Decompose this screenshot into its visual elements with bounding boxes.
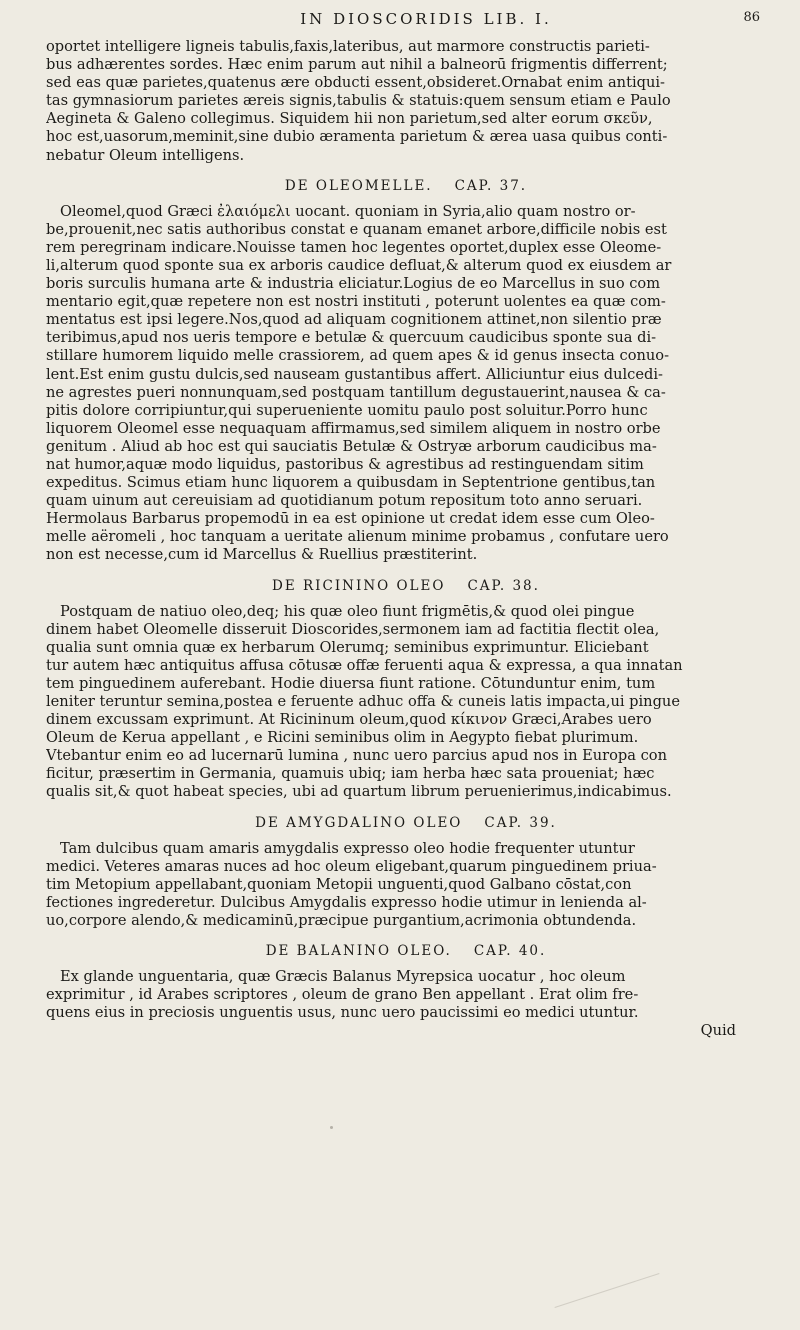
section-heading <box>46 178 766 194</box>
chapter-number: CAP. 39. <box>484 814 557 831</box>
text-line: teribimus,apud nos ueris tempore e betulæ & quercuum caudicibus sponte sua di- <box>46 329 657 347</box>
text-line: pitis dolore corripiuntur,qui superueniente uomitu paulo post soluitur.Porro hunc <box>46 401 648 419</box>
text-line: be,prouenit,nec satis authoribus constat e quanam emanet arbore,difficile nobis est <box>46 220 667 238</box>
text-line: mentatus est ipsi legere.Nos,quod ad aliquam cognitionem attinet,non silentio præ <box>46 311 662 329</box>
text-line: leniter teruntur semina,postea e feruente adhuc offa & cuneis latis impacta,ui pingue <box>46 693 680 710</box>
text-line: bus adhærentes sordes. Hæc enim parum aut nihil a balneorū frigmentis differrent; <box>46 56 668 74</box>
text-line: dinem excussam exprimunt. At Ricininum oleum,quod κίκινον Græci,Arabes uero <box>46 711 652 729</box>
text-line: Postquam de natiuo oleo,deq; his quæ oleo fiunt frigmētis,& quod olei pingue <box>60 602 635 620</box>
text-line: liquorem Oleomel esse nequaquam affirmamus,sed similem aliquem in nostro orbe <box>46 419 661 437</box>
page-number: 86 <box>743 10 760 25</box>
text-line: qualia sunt omnia quæ ex herbarum Olerumq; seminibus exprimuntur. Eliciebant <box>46 638 649 656</box>
text-line: oportet intelligere ligneis tabulis,faxis,lateribus, aut marmore constructis parieti- <box>46 38 650 55</box>
text-line: Oleomel,quod Græci ἐλαιόμελι uocant. quoniam in Syria,alio quam nostro or- <box>60 202 636 220</box>
text-line: exprimitur , id Arabes scriptores , oleum de grano Ben appellant . Erat olim fre- <box>46 986 639 1004</box>
text-line: tim Metopium appellabant,quoniam Metopii unguenti,quod Galbano cōstat,con <box>46 875 632 893</box>
text-line: expeditus. Scimus etiam hunc liquorem a quibusdam in Septentrione gentibus,tan <box>46 474 656 492</box>
scan-speck <box>330 1126 333 1129</box>
text-line: tur autem hæc antiquitus affusa cōtusæ offæ feruenti aqua & expressa, a qua innatan <box>46 656 683 674</box>
text-line: Aegineta & Galeno collegimus. Siquidem hii non parietum,sed alter eorum σκεῦν, <box>46 110 653 128</box>
running-head-title: IN DIOSCORIDIS LIB. I. <box>300 10 552 28</box>
section-body <box>46 968 766 1022</box>
text-line: non est necesse,cum id Marcellus & Ruellius præstiterint. <box>46 546 478 564</box>
text-line: tem pinguedinem auferebant. Hodie diuersa fiunt ratione. Cōtunduntur enim, tum <box>46 674 656 692</box>
text-line: Hermolaus Barbarus propemodū in ea est opinione ut credat idem esse cum Oleo- <box>46 510 655 528</box>
text-line: lent.Est enim gustu dulcis,sed nauseam gustantibus affert. Alliciuntur eius dulcedi- <box>46 365 663 383</box>
catchword: Quid <box>700 1022 736 1040</box>
text-line: quens eius in preciosis unguentis usus, nunc uero paucissimi eo medici utuntur. <box>46 1004 639 1022</box>
section-body <box>46 603 766 802</box>
text-line: genitum . Aliud ab hoc est qui sauciatis Betulæ & Ostryæ arborum caudicibus ma- <box>46 437 657 455</box>
text-line: ne agrestes pueri nonnunquam,sed postquam tantillum degustauerint,nausea & ca- <box>46 383 666 401</box>
text-line: quam uinum aut cereuisiam ad quotidianum potum repositum toto anno seruari. <box>46 492 643 510</box>
intro-paragraph <box>46 38 766 165</box>
section-heading <box>46 943 766 959</box>
text-line: boris surculis humana arte & industria eliciatur.Logius de eo Marcellus in suo com <box>46 275 661 293</box>
chapter-number: CAP. 40. <box>473 943 547 960</box>
text-line: uo,corpore alendo,& medicaminū,præcipue purgantium,acrimonia obtundenda. <box>46 911 637 929</box>
text-line: dinem habet Oleomelle disseruit Dioscorides,sermonem iam ad factitia flectit olea, <box>46 620 660 638</box>
text-line: qualis sit,& quot habeat species, ubi ad quartum librum peruenierimus,indicabimus. <box>46 783 672 801</box>
text-line: hoc est,uasorum,meminit,sine dubio æramenta parietum & ærea uasa quibus conti- <box>46 128 668 146</box>
section-heading <box>46 578 766 594</box>
section-body <box>46 203 766 565</box>
text-line: tas gymnasiorum parietes æreis signis,tabulis & statuis:quem sensum etiam e Paulo <box>46 92 671 110</box>
chapter-number: CAP. 37. <box>454 177 528 194</box>
section-title: DE AMYGDALINO OLEO <box>255 814 463 831</box>
text-line: mentario egit,quæ repetere non est nostri instituti , poterunt uolentes ea quæ com- <box>46 293 666 311</box>
text-line: stillare humorem liquido melle crassiorem, ad quem apes & id genus insecta conuo- <box>46 347 669 365</box>
text-line: medici. Veteres amaras nuces ad hoc oleum eligebant,quarum pinguedinem priua- <box>46 857 657 875</box>
text-line: Ex glande unguentaria, quæ Græcis Balanus Myrepsica uocatur , hoc oleum <box>60 968 626 986</box>
text-line: sed eas quæ parietes,quatenus ære obducti essent,obsideret.Ornabat enim antiqui- <box>46 74 665 92</box>
text-line: nat humor,aquæ modo liquidus, pastoribus & agrestibus ad restinguendam sitim <box>46 455 644 473</box>
text-line: li,alterum quod sponte sua ex arboris caudice defluat,& alterum quod ex eiusdem ar <box>46 256 672 274</box>
text-line: fectiones ingrederetur. Dulcibus Amygdalis expresso hodie utimur in lenienda al- <box>46 893 647 911</box>
chapter-number: CAP. 38. <box>467 577 540 594</box>
text-line: nebatur Oleum intelligens. <box>46 146 245 164</box>
section-heading <box>46 815 766 831</box>
section-body <box>46 840 766 930</box>
section-title: DE BALANINO OLEO. <box>265 943 452 960</box>
section-title: DE RICININO OLEO <box>272 577 446 594</box>
text-line: Oleum de Kerua appellant , e Ricini seminibus olim in Aegypto fiebat plurimum. <box>46 729 639 747</box>
text-line: Tam dulcibus quam amaris amygdalis expresso oleo hodie frequenter utuntur <box>60 839 635 857</box>
section-title: DE OLEOMELLE. <box>284 177 433 194</box>
text-line: melle aëromeli , hoc tanquam a ueritate alienum minime probamus , confutare uero <box>46 528 669 546</box>
running-head <box>46 10 766 38</box>
text-line: rem peregrinam indicare.Nouisse tamen hoc legentes oportet,duplex esse Oleome- <box>46 238 662 256</box>
text-line: Vtebantur enim eo ad lucernarū lumina , nunc uero parcius apud nos in Europa con <box>46 747 667 765</box>
text-line: ficitur, præsertim in Germania, quamuis ubiq; iam herba hæc sata proueniat; hæc <box>46 765 655 783</box>
